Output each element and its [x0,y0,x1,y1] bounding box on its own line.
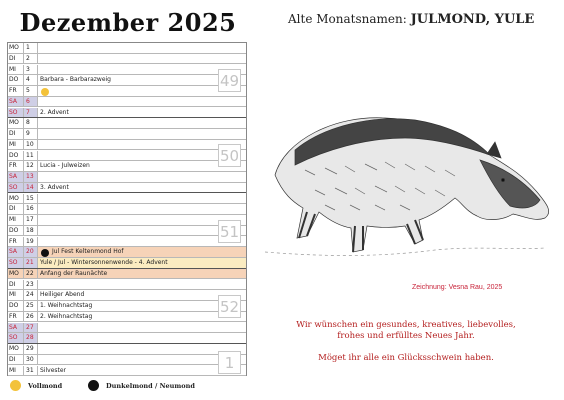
calendar-row [8,161,246,172]
calendar-row [8,355,246,366]
calendar-row [8,226,246,237]
event-label: Silvester [40,366,67,374]
calendar-table [7,42,247,376]
calendar-row [8,118,246,129]
event-label: Anfang der Raunächte [40,269,108,277]
day-number: 30 [24,355,38,365]
full-moon-label: Vollmond [28,382,63,390]
wild-boar-drawing [255,80,555,270]
week-number-badge: 1 [218,351,241,374]
day-number: 31 [24,366,38,376]
calendar-row [8,215,246,226]
calendar-row [8,333,246,344]
greeting-line-2: frohes und erfülltes Neues Jahr. [337,331,475,341]
calendar-row [8,97,246,108]
day-number: 18 [24,226,38,236]
day-number: 17 [24,215,38,225]
calendar-row [8,290,246,301]
calendar-row [8,269,246,280]
weekday-label: DO [8,151,24,161]
day-number: 7 [24,108,38,118]
day-number: 10 [24,140,38,150]
weekday-label: SO [8,183,24,193]
greeting-line-3: Möget ihr alle ein Glücksschwein haben. [318,353,494,363]
new-moon-icon [88,380,99,391]
day-number: 9 [24,129,38,139]
event-label: 2. Advent [40,108,69,116]
old-month-names-values: JULMOND, YULE [410,12,535,27]
weekday-label: SO [8,258,24,268]
calendar-row [8,151,246,162]
calendar-row [8,129,246,140]
full-moon-icon [41,88,49,96]
day-number: 11 [24,151,38,161]
new-moon-icon [41,249,49,257]
weekday-label: FR [8,161,24,171]
day-number: 6 [24,97,38,107]
weekday-label: MO [8,269,24,279]
weekday-label: DI [8,129,24,139]
weekday-label: DI [8,280,24,290]
day-number: 19 [24,237,38,247]
calendar-row [8,258,246,269]
week-number-badge: 49 [218,69,241,92]
weekday-label: SA [8,247,24,257]
day-number: 16 [24,204,38,214]
day-number: 28 [24,333,38,343]
weekday-label: SO [8,108,24,118]
weekday-label: FR [8,86,24,96]
weekday-label: MI [8,65,24,75]
event-label: 1. Weihnachtstag [40,302,93,309]
weekday-label: DI [8,355,24,365]
calendar-row [8,43,246,54]
calendar-row [8,344,246,355]
weekday-label: SO [8,333,24,343]
weekday-label: DO [8,75,24,85]
weekday-label: MI [8,290,24,300]
weekday-label: MI [8,140,24,150]
calendar-row [8,65,246,76]
calendar-row [8,323,246,334]
weekday-label: MO [8,344,24,354]
illustration-credit: Zeichnung: Vesna Rau, 2025 [412,284,503,291]
calendar-row [8,301,246,312]
calendar-row [8,194,246,205]
week-number-badge: 51 [218,220,241,243]
day-number: 8 [24,118,38,128]
weekday-label: DI [8,54,24,64]
calendar-row [8,108,246,119]
event-label: Lucia - Julweizen [40,162,90,170]
week-number-badge: 50 [218,144,241,167]
weekday-label: DO [8,226,24,236]
weekday-label: MO [8,194,24,204]
weekday-label: FR [8,312,24,322]
day-number: 1 [24,43,38,53]
day-number: 27 [24,323,38,333]
weekday-label: SA [8,97,24,107]
calendar-row [8,247,246,258]
day-number: 20 [24,247,38,257]
day-number: 14 [24,183,38,193]
weekday-label: MO [8,118,24,128]
event-label: Yule / Jul - Wintersonnenwende - 4. Advent [40,259,168,266]
event-label: 3. Advent [40,183,69,191]
calendar-row [8,204,246,215]
calendar-row [8,86,246,97]
new-moon-label: Dunkelmond / Neumond [106,382,195,390]
old-month-names-prefix: Alte Monatsnamen: [288,12,411,26]
day-number: 24 [24,290,38,300]
weekday-label: MI [8,215,24,225]
event-label: Heiliger Abend [40,291,85,299]
calendar-row [8,54,246,65]
weekday-label: MO [8,43,24,53]
day-number: 2 [24,54,38,64]
calendar-row [8,237,246,248]
weekday-label: DI [8,204,24,214]
day-number: 26 [24,312,38,322]
weekday-label: MI [8,366,24,376]
day-number: 12 [24,161,38,171]
weekday-label: SA [8,172,24,182]
day-number: 13 [24,172,38,182]
day-number: 25 [24,301,38,311]
day-number: 21 [24,258,38,268]
weekday-label: SA [8,323,24,333]
new-year-greeting [282,320,530,364]
event-label: Jul Fest Keltenmond Hof [52,248,124,256]
event-label: Barbara - Barbarazweig [40,76,111,84]
calendar-title: Dezember 2025 [19,8,237,37]
calendar-row [8,183,246,194]
calendar-row [8,172,246,183]
week-number-badge: 52 [218,295,241,318]
old-month-names [288,12,534,27]
day-number: 3 [24,65,38,75]
day-number: 15 [24,194,38,204]
calendar-row [8,75,246,86]
full-moon-icon [10,380,21,391]
day-number: 23 [24,280,38,290]
calendar-row [8,140,246,151]
event-label: 2. Weihnachtstag [40,312,93,320]
day-number: 5 [24,86,38,96]
day-number: 29 [24,344,38,354]
calendar-row [8,366,246,377]
greeting-line-1: Wir wünschen ein gesundes, kreatives, liebevolles, [296,320,516,330]
weekday-label: FR [8,237,24,247]
calendar-row [8,312,246,323]
day-number: 4 [24,75,38,85]
weekday-label: DO [8,301,24,311]
calendar-row [8,280,246,291]
day-number: 22 [24,269,38,279]
